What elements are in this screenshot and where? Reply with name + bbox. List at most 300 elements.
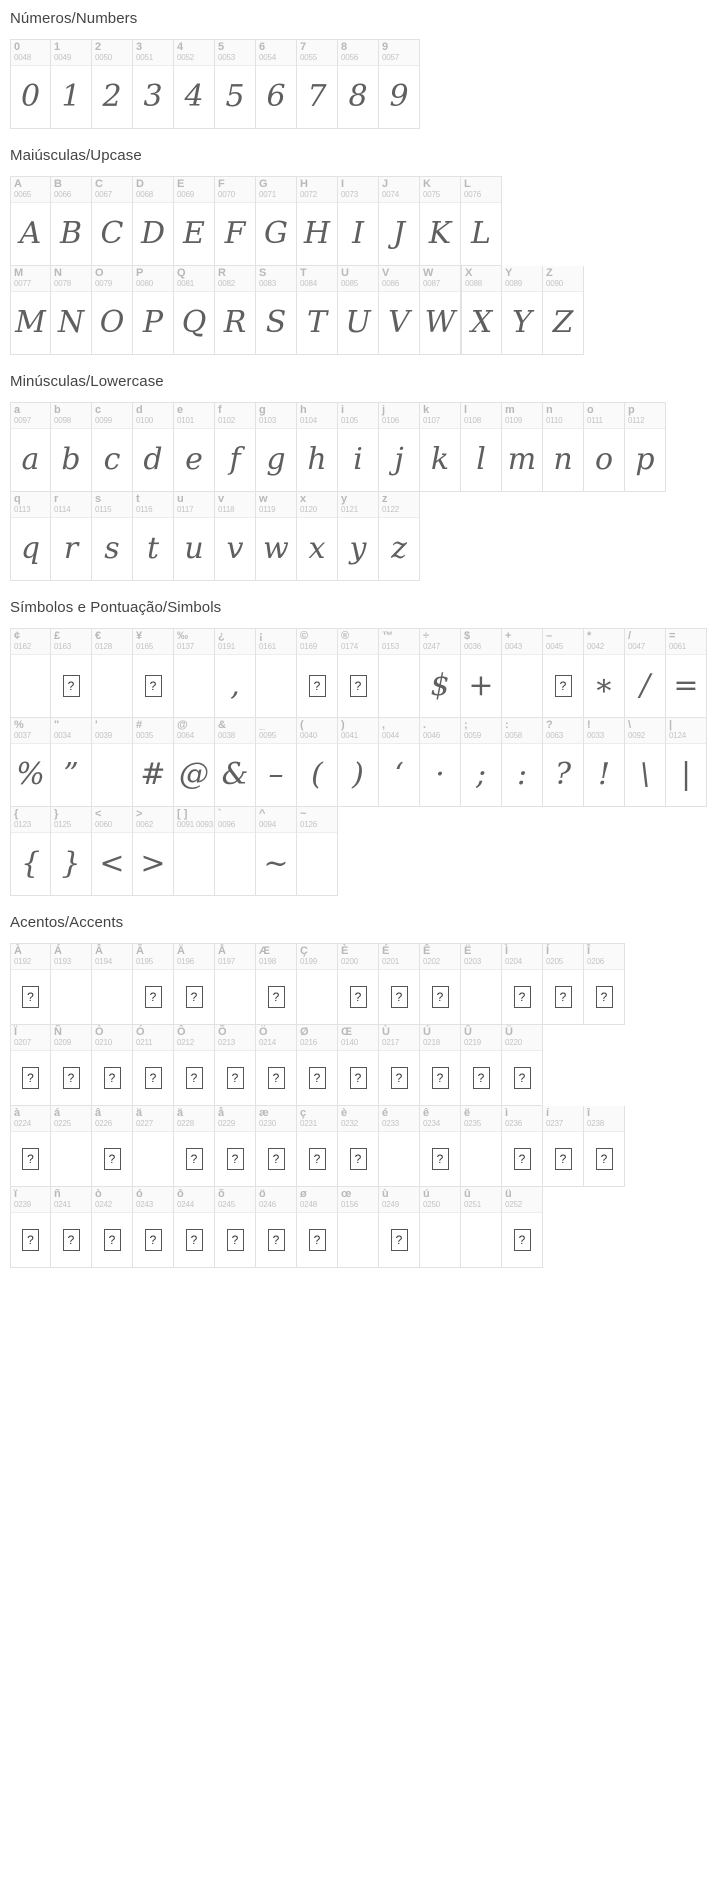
glyph-cell[interactable] (338, 718, 379, 807)
glyph-cell[interactable] (256, 628, 297, 718)
glyph-preview: G (264, 216, 288, 251)
glyph-cell[interactable] (543, 943, 584, 1025)
glyph-code-label: 0117 (177, 505, 194, 514)
glyph-char-label: Æ (259, 945, 270, 957)
glyph-char-label: U (341, 267, 349, 279)
glyph-cell[interactable] (338, 492, 379, 581)
glyph-cell[interactable] (215, 1025, 256, 1106)
glyph-cell[interactable] (10, 266, 51, 355)
glyph-cell[interactable] (133, 1025, 174, 1106)
glyph-code-label: 0105 (341, 416, 358, 425)
glyph-code-label: 0163 (54, 642, 71, 651)
glyph-preview (297, 655, 337, 717)
glyph-cell[interactable] (256, 492, 297, 581)
glyph-preview: < (99, 846, 125, 881)
glyph-cell[interactable] (461, 1106, 502, 1187)
glyph-cell[interactable] (379, 628, 420, 718)
glyph-preview (174, 655, 214, 717)
glyph-cell-header (92, 266, 132, 292)
glyph-cell[interactable] (174, 492, 215, 581)
glyph-cell[interactable] (379, 266, 420, 355)
glyph-cell[interactable] (51, 1106, 92, 1187)
glyph-cell[interactable] (51, 718, 92, 807)
glyph-code-label: 0212 (177, 1038, 194, 1047)
glyph-char-label: Ä (177, 945, 185, 957)
glyph-cell[interactable] (502, 1106, 543, 1187)
glyph-cell[interactable] (10, 492, 51, 581)
glyph-cell[interactable] (51, 943, 92, 1025)
glyph-cell[interactable] (174, 39, 215, 129)
glyph-cell-header (133, 177, 173, 203)
glyph-cell[interactable] (543, 402, 584, 492)
glyph-char-label: Q (177, 267, 186, 279)
glyph-cell[interactable] (215, 1187, 256, 1268)
glyph-cell[interactable] (379, 943, 420, 1025)
glyph-cell[interactable] (297, 1106, 338, 1187)
missing-glyph-icon: ? (104, 1148, 121, 1170)
glyph-char-label: " (54, 719, 60, 731)
glyph-cell[interactable] (297, 492, 338, 581)
glyph-cell[interactable] (92, 1187, 133, 1268)
glyph-code-label: 0097 (14, 416, 31, 425)
glyph-code-label: 0211 (136, 1038, 153, 1047)
glyph-cell-header (461, 1025, 501, 1051)
glyph-cell[interactable] (92, 266, 133, 355)
glyph-cell[interactable] (51, 492, 92, 581)
glyph-cell[interactable] (10, 718, 51, 807)
glyph-cell[interactable] (625, 402, 666, 492)
glyph-cell[interactable] (420, 718, 461, 807)
section-uppercase (0, 137, 661, 355)
glyph-cell[interactable] (133, 1187, 174, 1268)
glyph-cell[interactable] (10, 1187, 51, 1268)
glyph-cell[interactable] (420, 176, 461, 266)
glyph-cell-header (256, 177, 296, 203)
glyph-cell-header (51, 1106, 91, 1132)
glyph-preview: T (306, 305, 327, 340)
glyph-cell[interactable] (92, 943, 133, 1025)
glyph-cell[interactable] (92, 1106, 133, 1187)
glyph-char-label: | (669, 719, 673, 731)
glyph-cell[interactable] (379, 1106, 420, 1187)
glyph-cell-header (92, 40, 132, 66)
glyph-cell[interactable] (461, 176, 502, 266)
glyph-cell[interactable] (379, 492, 420, 581)
glyph-cell[interactable] (92, 718, 133, 807)
glyph-char-label: Ù (382, 1026, 390, 1038)
missing-glyph-icon: ? (596, 986, 613, 1008)
glyph-code-label: 0051 (136, 53, 153, 62)
glyph-preview: N (57, 305, 85, 340)
glyph-cell-header (92, 807, 132, 833)
glyph-cell[interactable] (502, 718, 543, 807)
missing-glyph-icon: ? (514, 1067, 531, 1089)
glyph-cell[interactable] (256, 807, 297, 896)
glyph-cell[interactable] (379, 1025, 420, 1106)
glyph-cell[interactable] (420, 943, 461, 1025)
glyph-preview: = (673, 668, 699, 703)
glyph-char-label: Ó (136, 1026, 145, 1038)
glyph-cell-header (461, 944, 501, 970)
glyph-preview: Q (181, 305, 207, 340)
glyph-cell[interactable] (297, 943, 338, 1025)
glyph-cell[interactable] (338, 628, 379, 718)
glyph-cell-header (51, 629, 91, 655)
glyph-preview (51, 655, 91, 717)
glyph-char-label: ô (177, 1188, 184, 1200)
glyph-cell[interactable] (133, 943, 174, 1025)
glyph-cell[interactable] (297, 176, 338, 266)
glyph-cell[interactable] (379, 1187, 420, 1268)
glyph-cell[interactable] (338, 402, 379, 492)
glyph-cell-header (92, 1187, 132, 1213)
glyph-char-label: C (95, 178, 103, 190)
glyph-char-label: ™ (382, 630, 393, 642)
glyph-code-label: 0126 (300, 820, 317, 829)
glyph-cell[interactable] (92, 492, 133, 581)
glyph-char-label: É (382, 945, 390, 957)
glyph-cell[interactable] (584, 943, 625, 1025)
glyph-cell[interactable] (420, 628, 461, 718)
glyph-cell[interactable] (215, 718, 256, 807)
glyph-code-label: 0209 (54, 1038, 71, 1047)
glyph-cell[interactable] (215, 628, 256, 718)
glyph-cell[interactable] (10, 39, 51, 129)
glyph-char-label: Ñ (54, 1026, 62, 1038)
glyph-char-label: i (341, 404, 345, 416)
glyph-char-label: ÷ (423, 630, 430, 642)
glyph-cell[interactable] (420, 1106, 461, 1187)
glyph-code-label: 0195 (136, 957, 153, 966)
glyph-cell[interactable] (502, 266, 543, 355)
glyph-cell[interactable] (543, 1106, 584, 1187)
glyph-cell[interactable] (379, 39, 420, 129)
glyph-preview: z (391, 531, 407, 566)
glyph-code-label: 0085 (341, 279, 358, 288)
glyph-cell[interactable] (502, 1025, 543, 1106)
glyph-cell[interactable] (174, 1187, 215, 1268)
glyph-char-label: / (628, 630, 632, 642)
glyph-char-label: g (259, 404, 266, 416)
glyph-cell[interactable] (10, 402, 51, 492)
glyph-cell-header (502, 718, 542, 744)
glyph-cell[interactable] (133, 1106, 174, 1187)
glyph-cell[interactable] (10, 1106, 51, 1187)
glyph-preview: R (223, 305, 247, 340)
glyph-cell[interactable] (51, 807, 92, 896)
glyph-cell[interactable] (461, 266, 502, 355)
glyph-cell[interactable] (420, 402, 461, 492)
glyph-code-label: 0036 (464, 642, 481, 651)
glyph-cell[interactable] (51, 1025, 92, 1106)
glyph-row (10, 718, 707, 807)
glyph-cell[interactable] (10, 807, 51, 896)
glyph-cell[interactable] (215, 1106, 256, 1187)
glyph-cell[interactable] (379, 718, 420, 807)
glyph-char-label: B (54, 178, 62, 190)
glyph-code-label: 0063 (546, 731, 563, 740)
glyph-cell[interactable] (133, 807, 174, 896)
missing-glyph-icon: ? (391, 1229, 408, 1251)
glyph-char-label: L (464, 178, 471, 190)
glyph-code-label: 0037 (14, 731, 31, 740)
glyph-cell[interactable] (215, 943, 256, 1025)
glyph-cell[interactable] (461, 1187, 502, 1268)
glyph-cell[interactable] (174, 402, 215, 492)
glyph-char-label: È (341, 945, 349, 957)
glyph-cell[interactable] (256, 943, 297, 1025)
glyph-cell[interactable] (461, 718, 502, 807)
glyph-cell-header (338, 1025, 378, 1051)
glyph-cell[interactable] (174, 1025, 215, 1106)
glyph-cell[interactable] (51, 39, 92, 129)
glyph-cell[interactable] (92, 807, 133, 896)
glyph-cell[interactable] (174, 628, 215, 718)
glyph-cell-header (51, 266, 91, 292)
glyph-cell[interactable] (215, 807, 256, 896)
glyph-char-label: = (669, 630, 676, 642)
glyph-cell-header (11, 40, 50, 66)
glyph-cell[interactable] (51, 1187, 92, 1268)
glyph-char-label: Ø (300, 1026, 309, 1038)
glyph-code-label: 0116 (136, 505, 153, 514)
glyph-code-label: 0058 (505, 731, 522, 740)
glyph-cell-header (256, 1025, 296, 1051)
glyph-preview: > (140, 846, 166, 881)
glyph-char-label: F (218, 178, 225, 190)
glyph-cell-header (543, 266, 583, 292)
glyph-code-label: 0089 (505, 279, 522, 288)
glyph-preview: & (221, 757, 249, 792)
glyph-char-label: * (587, 630, 592, 642)
glyph-cell[interactable] (10, 628, 51, 718)
glyph-char-label: \ (628, 719, 632, 731)
glyph-char-label: Ô (177, 1026, 186, 1038)
glyph-code-label: 0101 (177, 416, 194, 425)
glyph-cell[interactable] (10, 176, 51, 266)
missing-glyph-icon: ? (145, 986, 162, 1008)
glyph-grid-numbers (0, 39, 661, 129)
glyph-preview: r (63, 531, 79, 566)
glyph-char-label: r (54, 493, 59, 505)
glyph-preview (11, 970, 50, 1024)
glyph-cell[interactable] (502, 402, 543, 492)
glyph-cell[interactable] (543, 718, 584, 807)
glyph-preview (215, 1132, 255, 1186)
glyph-cell[interactable] (338, 39, 379, 129)
glyph-preview: 2 (102, 79, 122, 114)
glyph-cell-header (584, 629, 624, 655)
glyph-preview: C (100, 216, 124, 251)
glyph-preview: t (146, 531, 160, 566)
glyph-cell[interactable] (256, 1106, 297, 1187)
glyph-cell[interactable] (133, 492, 174, 581)
glyph-cell[interactable] (133, 402, 174, 492)
glyph-preview (92, 1132, 132, 1186)
glyph-cell[interactable] (502, 628, 543, 718)
glyph-preview: b (61, 442, 81, 477)
glyph-cell[interactable] (215, 402, 256, 492)
glyph-preview: 8 (348, 79, 368, 114)
glyph-char-label: n (546, 404, 553, 416)
glyph-cell[interactable] (133, 266, 174, 355)
glyph-cell[interactable] (420, 266, 461, 355)
glyph-cell[interactable] (297, 402, 338, 492)
glyph-cell-header (502, 944, 542, 970)
glyph-cell[interactable] (256, 1025, 297, 1106)
glyph-cell-header (502, 266, 542, 292)
glyph-cell[interactable] (461, 1025, 502, 1106)
glyph-cell[interactable] (297, 1187, 338, 1268)
glyph-cell[interactable] (256, 718, 297, 807)
glyph-cell[interactable] (379, 176, 420, 266)
glyph-cell[interactable] (10, 943, 51, 1025)
glyph-cell-header (256, 1106, 296, 1132)
glyph-preview (256, 1213, 296, 1267)
glyph-code-label: 0197 (218, 957, 235, 966)
glyph-cell[interactable] (502, 943, 543, 1025)
glyph-cell[interactable] (666, 718, 707, 807)
glyph-cell[interactable] (256, 176, 297, 266)
glyph-cell[interactable] (133, 176, 174, 266)
glyph-cell[interactable] (133, 718, 174, 807)
glyph-cell[interactable] (215, 492, 256, 581)
glyph-cell[interactable] (215, 39, 256, 129)
glyph-cell[interactable] (92, 1025, 133, 1106)
glyph-char-label: { (14, 808, 19, 820)
glyph-cell[interactable] (92, 402, 133, 492)
glyph-cell[interactable] (256, 266, 297, 355)
glyph-cell[interactable] (461, 628, 502, 718)
glyph-cell[interactable] (174, 718, 215, 807)
glyph-cell-header (133, 403, 173, 429)
glyph-code-label: 0110 (546, 416, 563, 425)
glyph-char-label: ø (300, 1188, 307, 1200)
glyph-char-label: 7 (300, 41, 307, 53)
glyph-cell[interactable] (338, 1187, 379, 1268)
glyph-cell[interactable] (174, 1106, 215, 1187)
glyph-preview (461, 1051, 501, 1105)
glyph-cell[interactable] (543, 266, 584, 355)
glyph-cell[interactable] (338, 266, 379, 355)
glyph-cell[interactable] (338, 176, 379, 266)
glyph-preview: V (388, 305, 410, 340)
glyph-cell[interactable] (379, 402, 420, 492)
glyph-cell[interactable] (543, 628, 584, 718)
glyph-cell[interactable] (625, 718, 666, 807)
glyph-cell[interactable] (297, 266, 338, 355)
glyph-cell[interactable] (10, 1025, 51, 1106)
glyph-cell[interactable] (256, 402, 297, 492)
glyph-char-label: Ë (464, 945, 472, 957)
glyph-cell-header (11, 266, 50, 292)
glyph-cell[interactable] (502, 1187, 543, 1268)
glyph-code-label: 0220 (505, 1038, 522, 1047)
glyph-code-label: 0095 (259, 731, 276, 740)
glyph-cell[interactable] (174, 807, 215, 896)
glyph-cell[interactable] (133, 628, 174, 718)
glyph-cell[interactable] (51, 402, 92, 492)
glyph-cell[interactable] (297, 718, 338, 807)
glyph-cell[interactable] (461, 943, 502, 1025)
glyph-cell-header (215, 1187, 255, 1213)
glyph-preview (379, 1051, 419, 1105)
glyph-cell[interactable] (420, 1187, 461, 1268)
glyph-code-label: 0165 (136, 642, 153, 651)
glyph-code-label: 0207 (14, 1038, 31, 1047)
glyph-cell[interactable] (338, 943, 379, 1025)
glyph-cell[interactable] (256, 39, 297, 129)
glyph-code-label: 0079 (95, 279, 112, 288)
glyph-cell[interactable] (174, 266, 215, 355)
glyph-cell[interactable] (461, 402, 502, 492)
glyph-char-label: $ (464, 630, 471, 642)
glyph-code-label: 0210 (95, 1038, 112, 1047)
glyph-cell-header (133, 1025, 173, 1051)
glyph-code-label: 0224 (14, 1119, 31, 1128)
glyph-cell[interactable] (297, 39, 338, 129)
glyph-cell[interactable] (256, 1187, 297, 1268)
glyph-cell[interactable] (92, 628, 133, 718)
glyph-cell[interactable] (625, 628, 666, 718)
glyph-cell[interactable] (584, 402, 625, 492)
glyph-cell-header (338, 629, 378, 655)
missing-glyph-icon: ? (514, 1148, 531, 1170)
glyph-cell[interactable] (51, 628, 92, 718)
glyph-char-label: ö (259, 1188, 266, 1200)
glyph-char-label: Í (546, 945, 550, 957)
glyph-preview: 9 (389, 79, 409, 114)
glyph-cell[interactable] (420, 1025, 461, 1106)
glyph-cell[interactable] (215, 266, 256, 355)
section-lowercase (0, 363, 661, 581)
missing-glyph-icon: ? (309, 1067, 326, 1089)
glyph-cell-header (297, 807, 337, 833)
glyph-code-label: 0251 (464, 1200, 481, 1209)
glyph-cell[interactable] (297, 807, 338, 896)
glyph-code-label: 0099 (95, 416, 112, 425)
glyph-cell-header (92, 944, 132, 970)
glyph-cell[interactable] (338, 1025, 379, 1106)
glyph-cell[interactable] (666, 628, 707, 718)
glyph-cell[interactable] (584, 718, 625, 807)
glyph-code-label: 0234 (423, 1119, 440, 1128)
glyph-cell[interactable] (338, 1106, 379, 1187)
glyph-cell[interactable] (51, 176, 92, 266)
glyph-cell[interactable] (92, 39, 133, 129)
glyph-cell[interactable] (297, 1025, 338, 1106)
glyph-code-label: 0098 (54, 416, 71, 425)
glyph-code-label: 0230 (259, 1119, 276, 1128)
glyph-cell[interactable] (92, 176, 133, 266)
glyph-cell[interactable] (174, 943, 215, 1025)
glyph-code-label: 0056 (341, 53, 358, 62)
glyph-cell[interactable] (584, 628, 625, 718)
glyph-cell[interactable] (297, 628, 338, 718)
glyph-cell[interactable] (133, 39, 174, 129)
glyph-cell[interactable] (174, 176, 215, 266)
glyph-cell-header (338, 403, 378, 429)
glyph-char-label: O (95, 267, 104, 279)
glyph-cell-header (174, 807, 214, 833)
glyph-cell[interactable] (584, 1106, 625, 1187)
glyph-char-label: é (382, 1107, 389, 1119)
glyph-cell[interactable] (51, 266, 92, 355)
glyph-preview: Z (552, 305, 574, 340)
glyph-char-label: V (382, 267, 390, 279)
glyph-preview (461, 1213, 501, 1267)
glyph-cell[interactable] (215, 176, 256, 266)
